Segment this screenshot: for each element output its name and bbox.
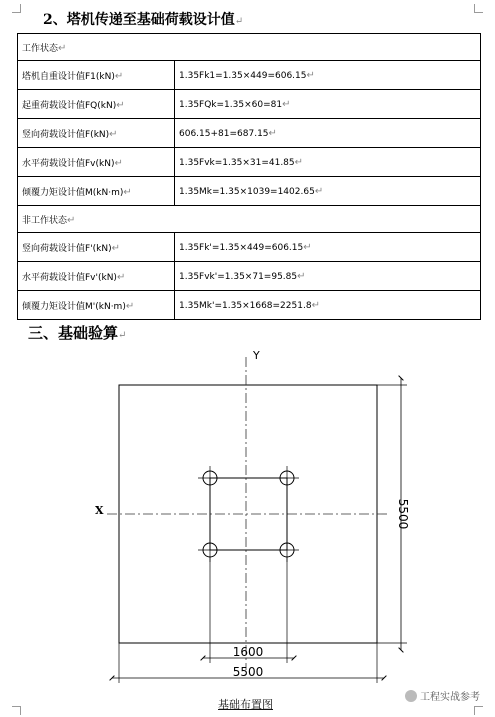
table-row — [18, 34, 481, 61]
paragraph-mark: ↵ — [118, 330, 127, 341]
table-row — [18, 233, 481, 262]
table-cell-label: 塔机自重设计值F1(kN)↵ — [18, 61, 175, 90]
width-label: 5500 — [232, 665, 264, 679]
table-cell-label: 倾覆力矩设计值M'(kN·m)↵ — [18, 291, 175, 320]
paragraph-mark: ↵ — [234, 16, 244, 27]
height-label: 5500 — [396, 498, 410, 530]
table-cell-value: 1.35Fvk=1.35×31=41.85↵ — [175, 148, 481, 177]
table-row — [18, 206, 481, 233]
figure-caption: 基础布置图 — [218, 698, 273, 711]
section-heading-text: 2、塔机传递至基础荷载设计值 — [43, 12, 235, 28]
watermark — [405, 688, 480, 703]
table-cell-label: 倾覆力矩设计值M(kN·m)↵ — [18, 177, 175, 206]
table-cell-label: 水平荷载设计值Fv'(kN)↵ — [18, 262, 175, 291]
section-heading-3-text: 三、基础验算 — [28, 324, 119, 342]
watermark-icon — [405, 690, 417, 702]
section-heading — [43, 9, 243, 29]
table-row — [18, 61, 481, 90]
table-row — [18, 119, 481, 148]
table-row — [18, 148, 481, 177]
pile-top-right — [275, 466, 299, 490]
x-axis-label: X — [95, 504, 104, 517]
y-axis-label: Y — [253, 349, 260, 362]
watermark-text: 工程实战参考 — [420, 692, 480, 703]
page-corner-mark — [12, 4, 21, 13]
section-heading-3 — [28, 322, 126, 343]
table-cell-value: 1.35Fk'=1.35×449=606.15↵ — [175, 233, 481, 262]
table-cell-label: 竖向荷载设计值F(kN)↵ — [18, 119, 175, 148]
table-cell-value: 1.35Mk=1.35×1039=1402.65↵ — [175, 177, 481, 206]
page-corner-mark — [474, 706, 483, 715]
table-row — [18, 262, 481, 291]
non-working-state-label: 非工作状态↵ — [18, 206, 481, 233]
table-cell-value: 606.15+81=687.15↵ — [175, 119, 481, 148]
table-row — [18, 291, 481, 320]
table-cell-label: 竖向荷载设计值F'(kN)↵ — [18, 233, 175, 262]
table-cell-value: 1.35Fk1=1.35×449=606.15↵ — [175, 61, 481, 90]
load-design-table — [17, 33, 481, 320]
pile-top-left — [198, 466, 222, 490]
pile-spacing-label: 1600 — [232, 645, 264, 659]
table-cell-value: 1.35Mk'=1.35×1668=2251.8↵ — [175, 291, 481, 320]
foundation-layout-diagram — [85, 345, 415, 690]
page-corner-mark — [474, 4, 483, 13]
working-state-label: 工作状态↵ — [18, 34, 481, 61]
table-row — [18, 90, 481, 119]
table-cell-value: 1.35FQk=1.35×60=81↵ — [175, 90, 481, 119]
table-cell-value: 1.35Fvk'=1.35×71=95.85↵ — [175, 262, 481, 291]
page-corner-mark — [12, 706, 21, 715]
table-cell-label: 水平荷载设计值Fv(kN)↵ — [18, 148, 175, 177]
table-cell-label: 起重荷载设计值FQ(kN)↵ — [18, 90, 175, 119]
table-row — [18, 177, 481, 206]
